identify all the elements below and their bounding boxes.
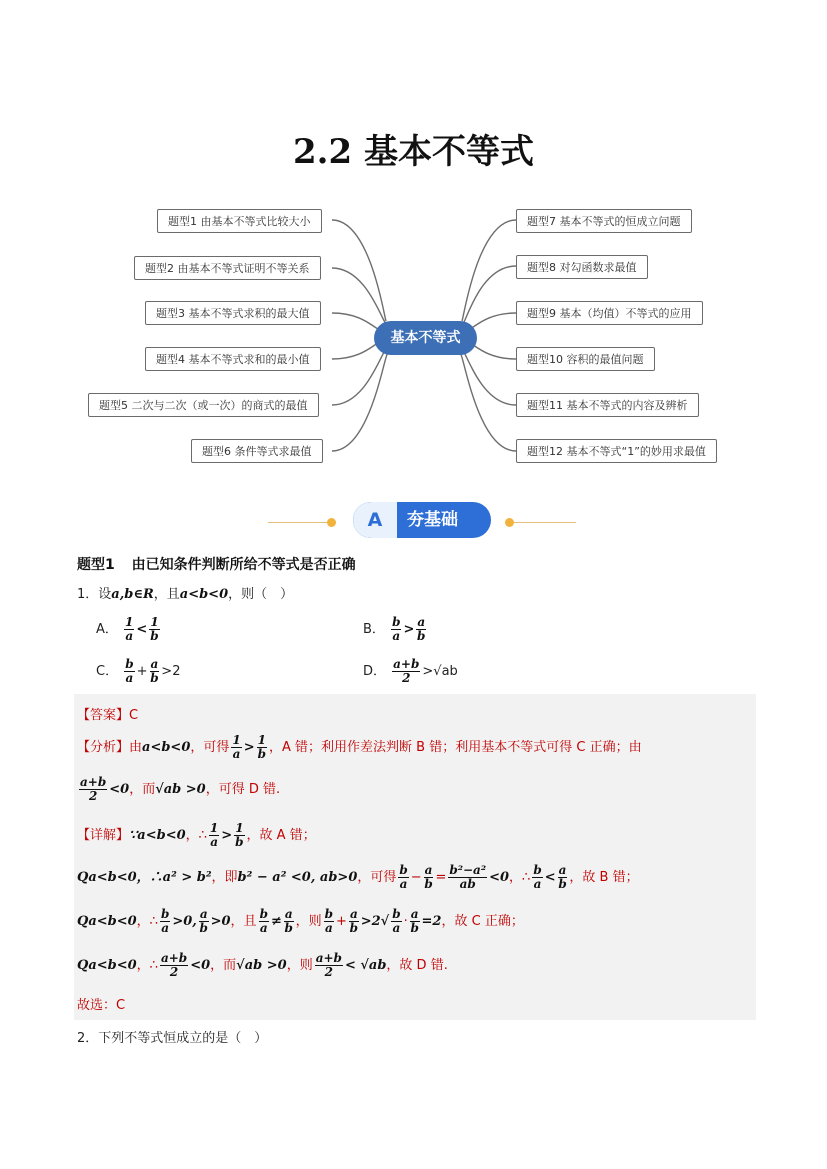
option-c-tail: >2 (161, 664, 181, 679)
detail-text: ，则 (295, 914, 322, 929)
detail-text: ，则 (286, 958, 313, 973)
page-title: 2.2 基本不等式 (293, 132, 534, 172)
fraction: $\frac{a}{b}$ (349, 907, 359, 935)
detail-math: ，∴a² > b² (136, 870, 212, 885)
mindmap-node-type9: 题型9 基本（均值）不等式的应用 (516, 301, 703, 325)
q1-condition-1: a,b∈R (111, 587, 154, 602)
detail-line-3: Qa<b<0，∴ $\frac{b}{a}$ >0, $\frac{a}{b}$ >0，且 $\frac{b}{a}$ ≠ $\frac{a}{b}$ ，则 $\frac{b}{a}$ + $\frac{a}{b}$ >2√ $\frac{b}{a}$ · $\frac{a}{b}$ =2，故 C 正确； (77, 907, 524, 935)
q1-mid: ，且 (153, 587, 180, 602)
detail-label: 【详解】 (77, 828, 130, 843)
detail-math: <0 (190, 958, 211, 973)
question-2: 2．下列不等式恒成立的是（ ） (77, 1031, 268, 1046)
fraction: $\frac{1}{a}$ (232, 733, 241, 761)
fraction: $\frac{b}{a}$ (324, 907, 334, 935)
question-1 (77, 583, 293, 602)
fraction: $\frac{1}{a}$ (125, 615, 134, 643)
fraction: $\frac{b}{a}$ (125, 657, 134, 685)
detail-text: ，故 D 错. (386, 958, 448, 973)
detail-text: ，∴ (136, 914, 158, 929)
detail-text: ，而 (210, 958, 237, 973)
detail-math: =2 (421, 914, 442, 929)
option-d[interactable] (363, 658, 458, 685)
fraction: $\frac{a+b}{2}$ (80, 775, 107, 803)
mindmap-node-type12: 题型12 基本不等式“1”的妙用求最值 (516, 439, 717, 463)
analysis-text: ，而 (129, 782, 156, 797)
detail-math: ∵a<b<0 (129, 828, 186, 843)
fraction: $\frac{a}{b}$ (199, 907, 208, 935)
detail-math: b² − a² <0, ab>0 (237, 870, 358, 885)
fraction: $\frac{b}{a}$ (399, 863, 408, 891)
section-title: 由已知条件判断所给不等式是否正确 (131, 557, 356, 573)
mindmap-node-type7: 题型7 基本不等式的恒成立问题 (516, 209, 692, 233)
option-c-label: C． (96, 664, 119, 679)
detail-math: <0 (489, 870, 510, 885)
detail-line-4 (77, 952, 448, 979)
analysis-text: 由 (129, 740, 143, 755)
detail-math: Qa<b<0 (77, 958, 137, 973)
fraction: $\frac{1}{a}$ (209, 821, 219, 849)
fraction: $\frac{b}{a}$ (533, 863, 542, 891)
banner-text: 夯基础 (407, 510, 458, 530)
analysis-text: ，可得 D 错. (205, 782, 281, 797)
analysis-line-1: 【分析】由a<b<0，可得 $\frac{1}{a}$ > $\frac{1}{b}$ ，A 错；利用作差法判断 B 错；利用基本不等式可得 C 正确；由 (77, 733, 642, 761)
fraction: $\frac{a}{b}$ (417, 615, 426, 643)
fraction: $\frac{a}{b}$ (150, 657, 159, 685)
fraction: $\frac{b}{a}$ (160, 907, 170, 935)
fraction: $\frac{b}{a}$ (259, 907, 268, 935)
mindmap-node-type6: 题型6 条件等式求最值 (191, 439, 323, 463)
fraction: $\frac{1}{b}$ (235, 821, 244, 849)
option-d-label: D． (363, 664, 387, 679)
choose-line: 故选：C (77, 998, 126, 1013)
mindmap-center-node: 基本不等式 (374, 321, 477, 355)
analysis-math: a<b<0 (142, 740, 191, 755)
option-a-label: A． (96, 622, 118, 637)
analysis-math: √ab >0 (155, 782, 206, 797)
detail-text: ，∴ (509, 870, 531, 885)
analysis-math: <0 (109, 782, 130, 797)
detail-text: ，故 C 正确； (441, 914, 524, 929)
banner-dot-left (327, 518, 336, 527)
detail-text: ，故 A 错； (246, 828, 316, 843)
detail-line-1: 【详解】∵a<b<0，∴ $\frac{1}{a}$ > $\frac{1}{b}$ ，故 A 错； (77, 821, 316, 849)
fraction: $\frac{1}{b}$ (150, 615, 159, 643)
mindmap-node-type2: 题型2 由基本不等式证明不等关系 (134, 256, 321, 280)
option-d-tail: >√ab (422, 664, 458, 679)
banner-letter: A (353, 502, 397, 538)
detail-text: ，且 (230, 914, 257, 929)
analysis-label: 【分析】 (77, 740, 130, 755)
fraction: $\frac{a}{b}$ (424, 863, 433, 891)
mindmap-node-type11: 题型11 基本不等式的内容及辨析 (516, 393, 699, 417)
option-c[interactable]: C． $\frac{b}{a}$ + $\frac{a}{b}$ >2 (96, 657, 181, 685)
fraction: $\frac{a+b}{2}$ (315, 951, 342, 979)
mindmap-node-type3: 题型3 基本不等式求积的最大值 (145, 301, 321, 325)
banner-dot-right (505, 518, 514, 527)
q1-condition-2: a<b<0 (179, 587, 229, 602)
fraction: $\frac{a+b}{2}$ (393, 657, 420, 685)
fraction: $\frac{b}{a}$ (392, 907, 401, 935)
detail-math: Qa<b<0 (77, 914, 137, 929)
analysis-text: ，可得 (190, 740, 230, 755)
option-a[interactable]: A． $\frac{1}{a}$ < $\frac{1}{b}$ (96, 615, 159, 643)
mindmap-node-type1: 题型1 由基本不等式比较大小 (157, 209, 322, 233)
banner-line-left (268, 522, 330, 523)
detail-text: ，故 B 错； (569, 870, 639, 885)
option-b-label: B． (363, 622, 385, 637)
mindmap-node-type4: 题型4 基本不等式求和的最小值 (145, 347, 321, 371)
option-b[interactable]: B． $\frac{b}{a}$ > $\frac{a}{b}$ (363, 615, 426, 643)
section-heading (77, 554, 356, 574)
section-label: 题型1 (77, 557, 115, 573)
fraction: $\frac{a}{b}$ (558, 863, 567, 891)
fraction: $\frac{b}{a}$ (392, 615, 401, 643)
analysis-line-2 (77, 776, 280, 803)
mindmap-node-type10: 题型10 容积的最值问题 (516, 347, 655, 371)
detail-text: ，即 (211, 870, 238, 885)
detail-math: √ab >0 (236, 958, 287, 973)
q1-suffix: ，则（ ） (228, 587, 294, 602)
section-banner (353, 502, 491, 538)
fraction: $\frac{1}{b}$ (257, 733, 267, 761)
banner-line-right (514, 522, 576, 523)
detail-line-2: Qa<b<0，∴a² > b²，即b² − a² <0, ab>0，可得 $\frac{b}{a}$ − $\frac{a}{b}$ = $\frac{\text{b²−a²}}{ab}$ <0，∴ $\frac{b}{a}$ < $\frac{a}{b}$ ，故 B 错； (77, 863, 639, 891)
analysis-text: ，A 错；利用作差法判断 B 错；利用基本不等式可得 C 正确；由 (269, 740, 642, 755)
fraction: $\frac{a}{b}$ (284, 907, 293, 935)
detail-text: ，可得 (357, 870, 397, 885)
fraction: $\frac{a}{b}$ (410, 907, 419, 935)
fraction: $\frac{a+b}{2}$ (160, 951, 188, 979)
answer-line: 【答案】C (77, 708, 139, 723)
fraction: $\frac{\text{b²−a²}}{ab}$ (449, 863, 487, 891)
detail-text: ，∴ (185, 828, 207, 843)
mindmap-node-type8: 题型8 对勾函数求最值 (516, 255, 648, 279)
detail-math: < √ab (344, 958, 387, 973)
mindmap-node-type5: 题型5 二次与二次（或一次）的商式的最值 (88, 393, 319, 417)
q1-prefix: 1．设 (77, 587, 112, 602)
detail-text: ，∴ (136, 958, 158, 973)
detail-math: Qa<b<0 (77, 870, 137, 885)
